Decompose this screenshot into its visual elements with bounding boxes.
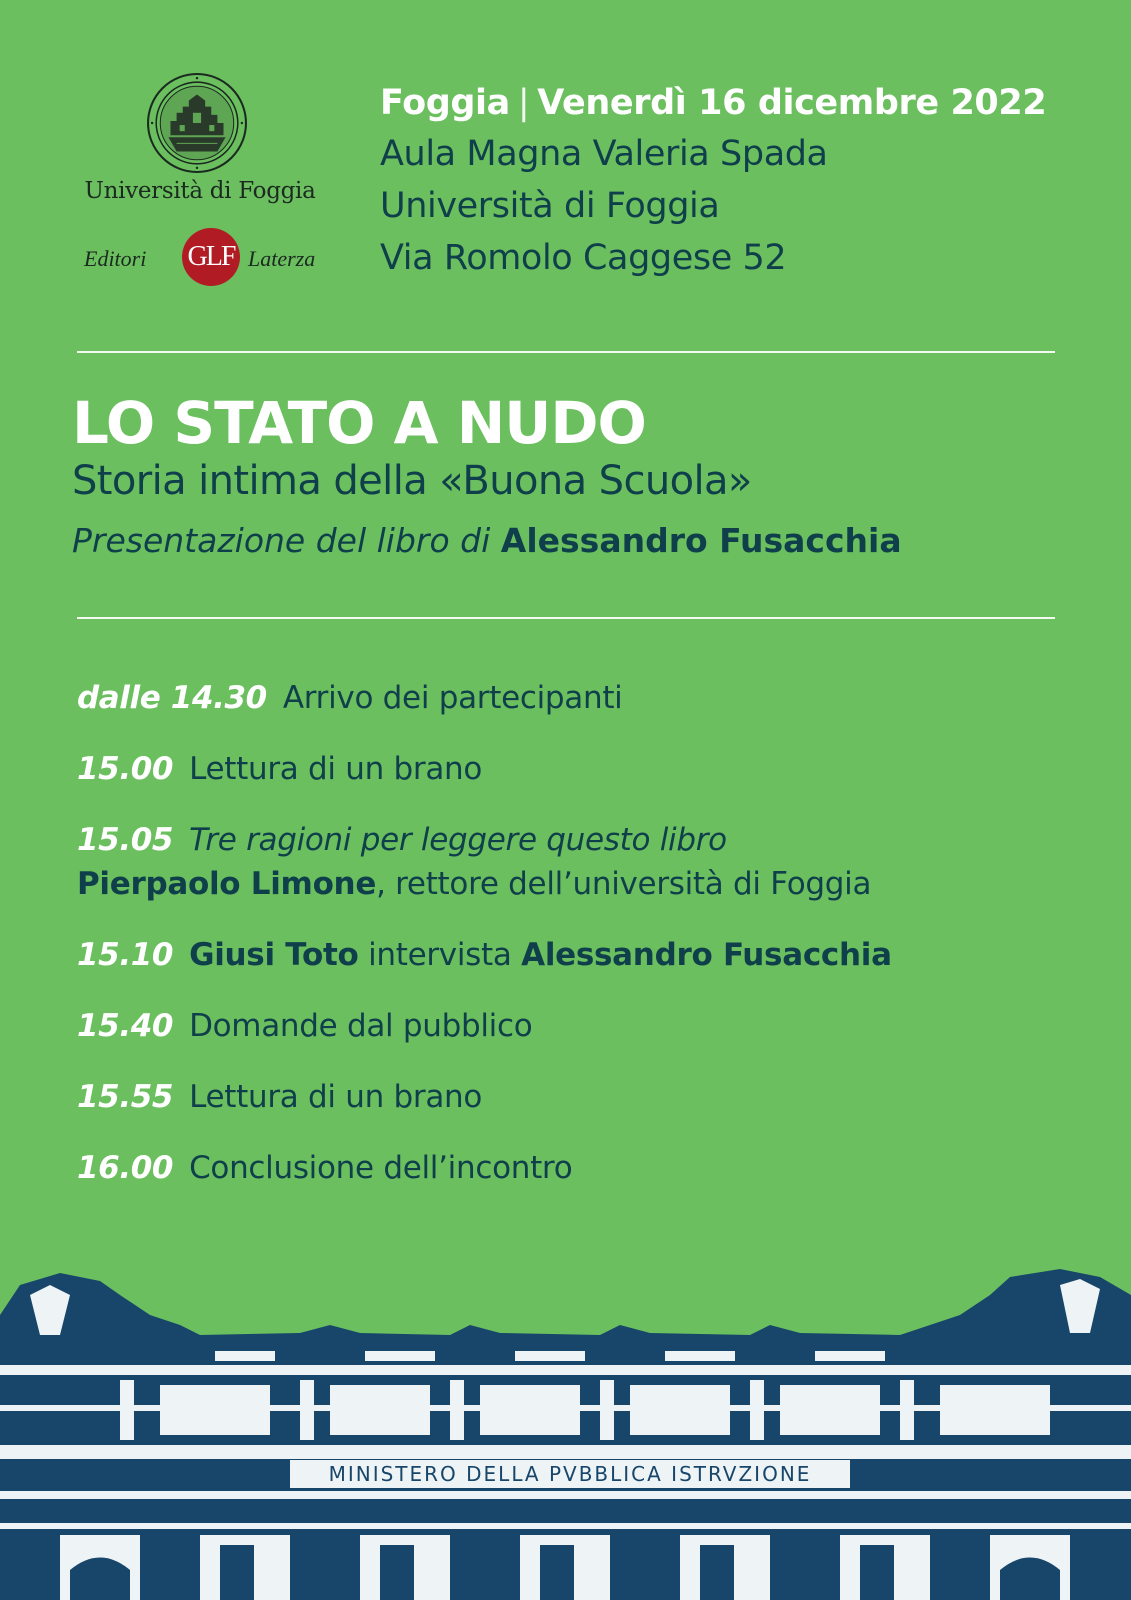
event-info — [380, 78, 1100, 284]
event-date-line — [380, 78, 1100, 128]
divider-top — [77, 351, 1055, 353]
program-time: 15.10 — [77, 937, 174, 973]
program-time: 16.00 — [77, 1150, 174, 1186]
publisher-name-left: Editori — [84, 246, 147, 271]
venue-address: Via Romolo Caggese 52 — [380, 238, 787, 278]
program-speaker-role: , rettore dell’università di Foggia — [376, 866, 872, 902]
program-item — [77, 747, 1077, 791]
program-item — [77, 1146, 1077, 1190]
publisher-logo — [84, 228, 344, 288]
program-speaker-line — [77, 862, 1077, 906]
program-text: Domande dal pubblico — [189, 1008, 533, 1044]
event-city: Foggia — [380, 83, 510, 123]
building-inscription: MINISTERO DELLA PVBBLICA ISTRVZIONE — [328, 1462, 812, 1486]
program-text: Lettura di un brano — [189, 1079, 483, 1115]
program-item — [77, 933, 1077, 977]
book-author: Alessandro Fusacchia — [500, 521, 902, 560]
program-schedule — [77, 676, 1077, 1217]
program-time: 15.40 — [77, 1008, 174, 1044]
program-text: Arrivo dei partecipanti — [282, 680, 623, 716]
program-item-line — [77, 818, 1077, 862]
program-item — [77, 676, 1077, 720]
book-title: LO STATO A NUDO — [72, 389, 646, 457]
book-subtitle: Storia intima della «Buona Scuola» — [72, 458, 752, 504]
divider-bottom — [77, 617, 1055, 619]
program-item — [77, 1004, 1077, 1048]
program-text: Tre ragioni per leggere questo libro — [189, 822, 727, 858]
program-speaker: Pierpaolo Limone — [77, 866, 377, 902]
presentation-prefix: Presentazione del libro di — [72, 521, 491, 560]
publisher-mark-text: GLF — [187, 241, 235, 272]
program-interviewee: Alessandro Fusacchia — [521, 937, 892, 973]
logos — [70, 70, 340, 290]
program-interviewer: Giusi Toto — [189, 937, 359, 973]
building-facade-illustration — [0, 1255, 1131, 1600]
program-verb: intervista — [368, 937, 512, 973]
program-time: 15.05 — [77, 822, 174, 858]
program-time: 15.55 — [77, 1079, 174, 1115]
university-seal-icon — [146, 72, 248, 174]
venue-hall: Aula Magna Valeria Spada — [380, 134, 828, 174]
program-item — [77, 1075, 1077, 1119]
program-text: Conclusione dell’incontro — [189, 1150, 573, 1186]
venue-institution: Università di Foggia — [380, 186, 720, 226]
book-info — [72, 390, 1072, 564]
publisher-mark-icon — [182, 228, 240, 286]
program-item — [77, 818, 1077, 906]
program-text: Lettura di un brano — [189, 751, 483, 787]
presentation-line — [72, 518, 1072, 564]
publisher-name-right: Laterza — [248, 246, 316, 271]
date-separator: | — [517, 83, 530, 123]
event-date: Venerdì 16 dicembre 2022 — [537, 83, 1047, 123]
program-time: 15.00 — [77, 751, 174, 787]
program-time: dalle 14.30 — [77, 680, 267, 716]
university-name: Università di Foggia — [84, 178, 316, 204]
